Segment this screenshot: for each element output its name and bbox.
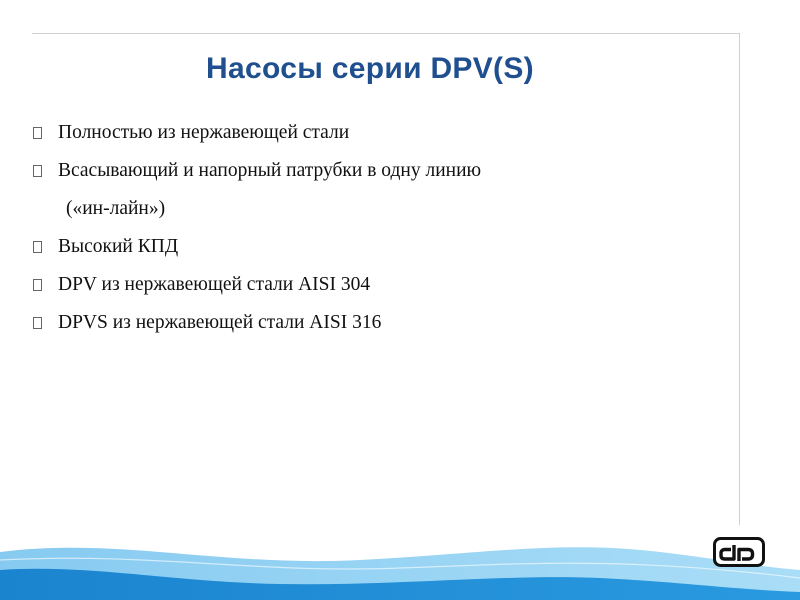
slide-title: Насосы серии DPV(S) [206,52,534,85]
right-border-line [739,33,740,525]
bullet-text: («ин-лайн») [66,198,166,219]
bullet-marker-icon [33,165,42,177]
bullet-text: Высокий КПД [58,236,179,257]
bullet-text: DPV из нержавеющей стали AISI 304 [58,274,371,295]
bullet-item [33,158,723,196]
bullet-item [33,120,723,158]
bullet-marker-icon [33,241,42,253]
bullet-item [33,310,723,348]
bullet-text: Полностью из нержавеющей стали [58,122,350,143]
bullet-marker-icon [33,279,42,291]
bullet-marker-icon [33,127,42,139]
bullet-list [33,120,723,348]
bullet-item-continuation [33,196,723,234]
bullet-item [33,272,723,310]
bullet-marker-icon [33,317,42,329]
dp-logo [713,537,765,567]
bullet-text: Всасывающий и напорный патрубки в одну линию [58,160,482,181]
top-border-line [32,33,740,34]
bullet-text: DPVS из нержавеющей стали AISI 316 [58,312,382,333]
bullet-item [33,234,723,272]
wave-decoration [0,512,800,600]
